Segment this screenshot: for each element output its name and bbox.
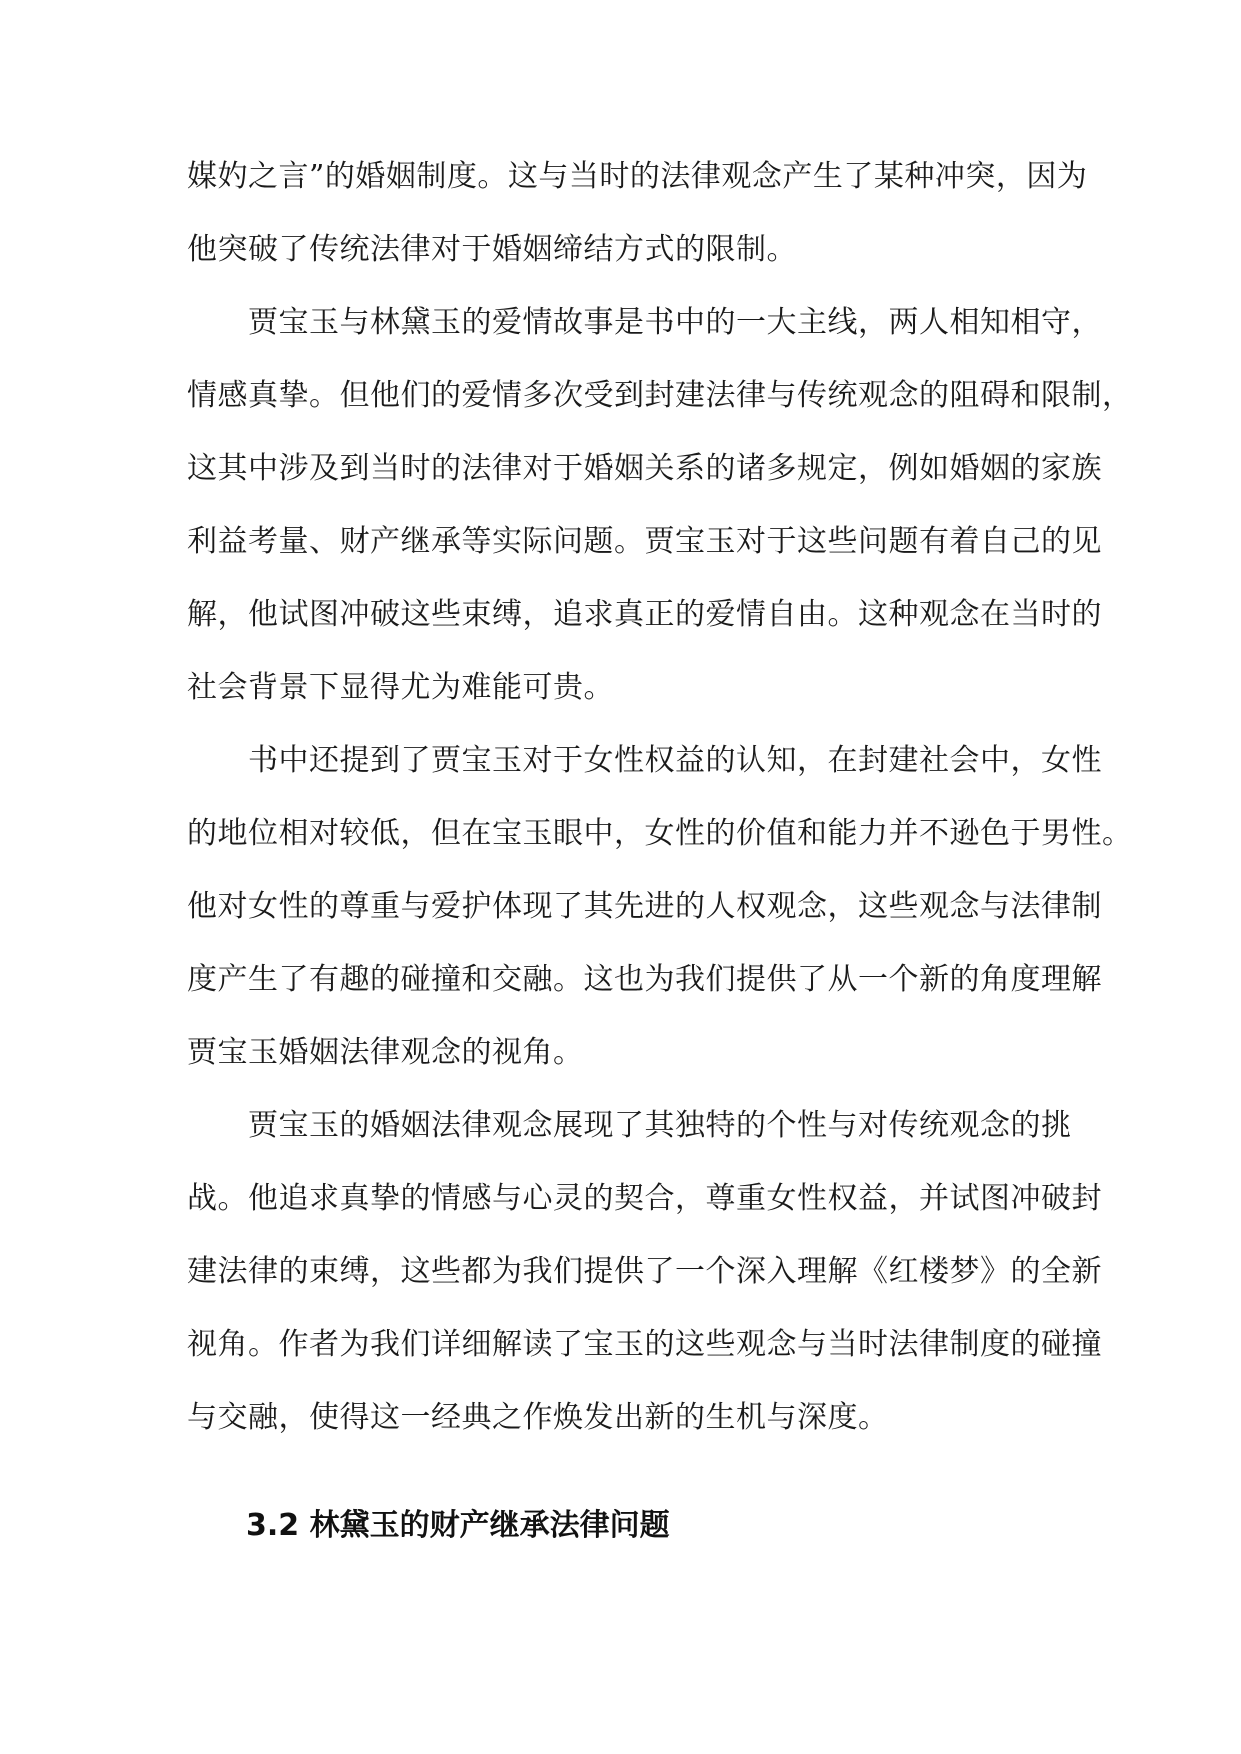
- text-line: 他对女性的尊重与爱护体现了其先进的人权观念，这些观念与法律制: [187, 889, 1102, 924]
- text-line: 与交融，使得这一经典之作焕发出新的生机与深度。: [187, 1400, 889, 1435]
- text-line: 他突破了传统法律对于婚姻缔结方式的限制。: [187, 232, 797, 267]
- text-line: 媒妁之言”的婚姻制度。这与当时的法律观念产生了某种冲突，因为: [187, 159, 1088, 194]
- text-line: 战。他追求真挚的情感与心灵的契合，尊重女性权益，并试图冲破封: [187, 1181, 1102, 1216]
- body-text: [187, 140, 1133, 1454]
- text-line: 的地位相对较低，但在宝玉眼中，女性的价值和能力并不逊色于男性。: [187, 816, 1133, 851]
- text-line: 建法律的束缚，这些都为我们提供了一个深入理解《红楼梦》的全新: [187, 1254, 1102, 1289]
- text-line: 这其中涉及到当时的法律对于婚姻关系的诸多规定，例如婚姻的家族: [187, 451, 1102, 486]
- text-line: 视角。作者为我们详细解读了宝玉的这些观念与当时法律制度的碰撞: [187, 1327, 1102, 1362]
- text-line: 贾宝玉与林黛玉的爱情故事是书中的一大主线，两人相知相守，: [187, 305, 1102, 340]
- text-line: 利益考量、财产继承等实际问题。贾宝玉对于这些问题有着自己的见: [187, 524, 1102, 559]
- text-line: 贾宝玉婚姻法律观念的视角。: [187, 1035, 584, 1070]
- section-heading: 3.2 林黛玉的财产继承法律问题: [246, 1508, 670, 1543]
- text-line: 贾宝玉的婚姻法律观念展现了其独特的个性与对传统观念的挑: [187, 1108, 1072, 1143]
- text-line: 情感真挚。但他们的爱情多次受到封建法律与传统观念的阻碍和限制，: [187, 378, 1133, 413]
- text-line: 度产生了有趣的碰撞和交融。这也为我们提供了从一个新的角度理解: [187, 962, 1102, 997]
- text-line: 解，他试图冲破这些束缚，追求真正的爱情自由。这种观念在当时的: [187, 597, 1102, 632]
- text-line: 社会背景下显得尤为难能可贵。: [187, 670, 614, 705]
- text-line: 书中还提到了贾宝玉对于女性权益的认知，在封建社会中，女性: [187, 743, 1102, 778]
